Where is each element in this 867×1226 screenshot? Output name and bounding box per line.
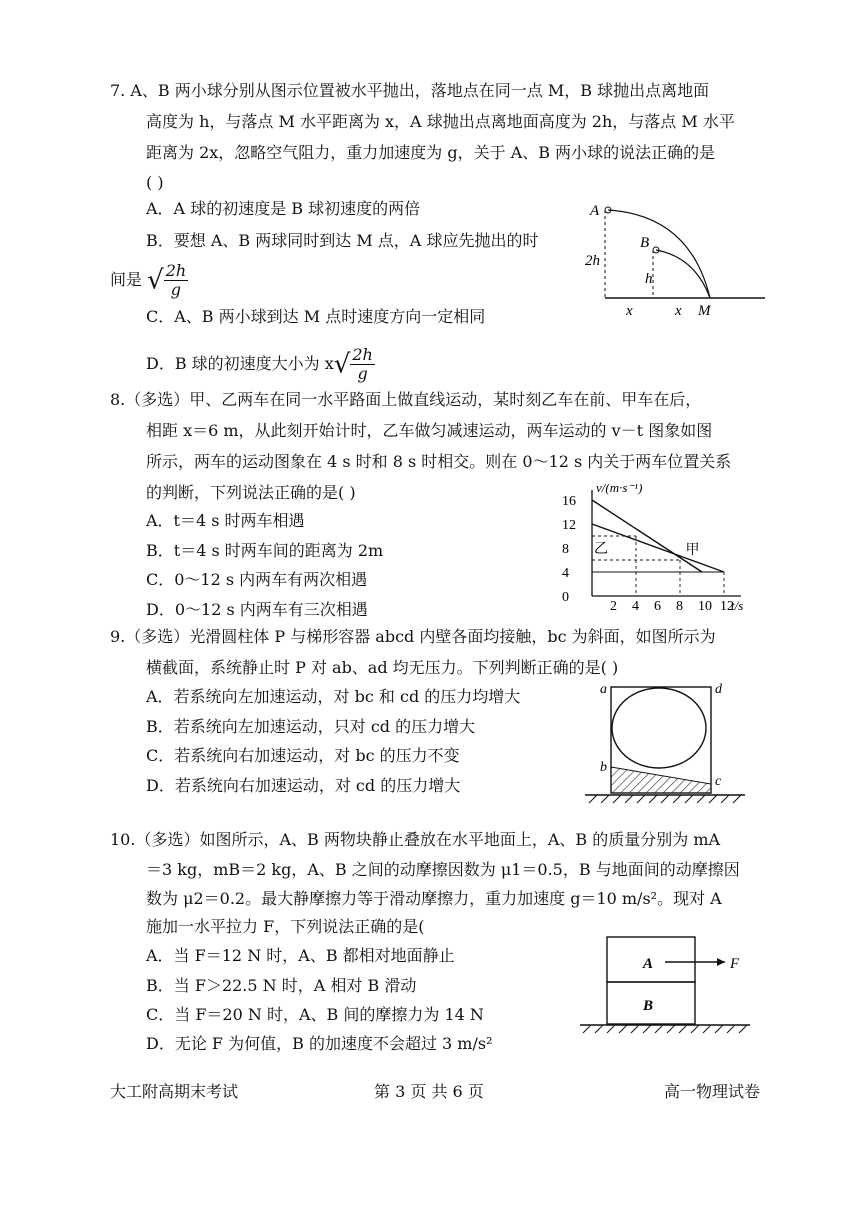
q8-stem-line2: 相距 x＝6 m，从此刻开始计时，乙车做匀减速运动，两车运动的 v－t 图象如图 <box>146 421 713 440</box>
series-line-yi <box>592 500 702 572</box>
x-tick-label: 6 <box>654 599 661 614</box>
x-tick-label: 10 <box>698 599 712 614</box>
fig-label-d: d <box>715 682 722 697</box>
q7-stem-line3: 距离为 2x，忽略空气阻力，重力加速度为 g，关于 A、B 两小球的说法正确的是 <box>146 143 716 162</box>
q10-stem-line2: ＝3 kg，mB＝2 kg，A、B 之间的动摩擦因数为 μ1＝0.5，B 与地面间的动摩擦因 <box>146 860 740 879</box>
fig-label-block-b: B <box>643 998 654 1014</box>
q8-option-c: C．0～12 s 内两车有两次相遇 <box>146 570 368 589</box>
q7-stem-line2: 高度为 h，与落点 M 水平距离为 x，A 球抛出点离地面高度为 2h，与落点 M 水平 <box>146 112 735 131</box>
q7-option-a: A．A 球的初速度是 B 球初速度的两倍 <box>146 199 421 218</box>
fig-label-a: a <box>600 682 607 697</box>
q7-option-d-text: D．B 球的初速度大小为 x <box>146 354 334 373</box>
fig-label-x1: x <box>626 303 633 319</box>
fig-label-x2: x <box>675 303 682 319</box>
x-tick-label: 8 <box>676 599 683 614</box>
y-axis-label: v/(m·s⁻¹) <box>596 484 643 495</box>
q8-option-d: D．0～12 s 内两车有三次相遇 <box>146 600 368 619</box>
fig-label-a: A <box>590 203 600 219</box>
fraction-denominator: g <box>170 280 182 299</box>
q8-stem-line4: 的判断，下列说法正确的是( ) <box>146 483 356 502</box>
x-axis-label: t/s <box>731 598 744 613</box>
x-tick-label: 4 <box>632 599 639 614</box>
q8-stem-line3: 所示，两车的运动图象在 4 s 时和 8 s 时相交。则在 0～12 s 内关于两车位置关系 <box>146 452 732 471</box>
q7-option-b-text: 间是 <box>110 270 143 289</box>
fig-label-2h: 2h <box>585 253 600 269</box>
q10-option-d: D．无论 F 为何值，B 的加速度不会超过 3 m/s² <box>146 1034 493 1053</box>
q7-option-c: C．A、B 两小球到达 M 点时速度方向一定相同 <box>146 307 486 326</box>
q8-vt-chart <box>560 484 765 614</box>
fraction-numerator: 2h <box>352 345 373 364</box>
q7-projectile-figure <box>580 195 770 320</box>
sqrt-symbol: √ <box>333 349 351 380</box>
q10-option-a: A．当 F＝12 N 时，A、B 都相对地面静止 <box>146 946 455 965</box>
q9-stem-line1: 9.（多选）光滑圆柱体 P 与梯形容器 abcd 内壁各面均接触，bc 为斜面，如图所示为 <box>110 627 716 646</box>
fig-label-m: M <box>698 303 711 319</box>
q7-d-fraction <box>350 346 374 383</box>
q10-option-c: C．当 F＝20 N 时，A、B 间的摩擦力为 14 N <box>146 1005 484 1024</box>
y-tick-label: 12 <box>562 518 576 533</box>
fraction-denominator: g <box>357 364 368 383</box>
q10-stem-line1: 10.（多选）如图所示，A、B 两物块静止叠放在水平地面上，A、B 的质量分别为 mA <box>110 830 721 849</box>
q7-answer-blank: ( ) <box>146 173 164 192</box>
q7-option-b-line2 <box>110 262 188 299</box>
q10-option-b: B．当 F＞22.5 N 时，A 相对 B 滑动 <box>146 976 417 995</box>
series-label-jia: 甲 <box>685 543 700 558</box>
y-tick-label: 16 <box>562 494 576 509</box>
q9-stem-line2: 横截面，系统静止时 P 对 ab、ad 均无压力。下列判断正确的是( ) <box>146 658 619 677</box>
fraction-numerator: 2h <box>165 261 187 280</box>
fig-label-block-a: A <box>643 956 654 972</box>
fig-label-c: c <box>715 774 722 789</box>
footer-right: 高一物理试卷 <box>664 1082 761 1101</box>
q10-blocks-figure <box>575 932 760 1040</box>
q10-stem-line4: 施加一水平拉力 F，下列说法正确的是( <box>146 917 425 936</box>
fig-label-h: h <box>645 271 653 287</box>
footer-page-number: 第 3 页 共 6 页 <box>374 1082 484 1101</box>
q8-option-b: B．t＝4 s 时两车间的距离为 2m <box>146 541 384 560</box>
q9-container-figure <box>575 677 755 805</box>
fig-label-force-f: F <box>730 956 740 972</box>
vt-chart-svg <box>560 484 765 614</box>
y-tick-label: 8 <box>562 542 569 557</box>
series-label-yi: 乙 <box>594 542 608 557</box>
q9-option-b: B．若系统向左加速运动，只对 cd 的压力增大 <box>146 717 476 736</box>
q9-option-a: A．若系统向左加速运动，对 bc 和 cd 的压力均增大 <box>146 687 521 706</box>
footer-left: 大工附高期末考试 <box>110 1082 239 1101</box>
q7-stem-line1: 7. A、B 两小球分别从图示位置被水平抛出，落地点在同一点 M，B 球抛出点离地面 <box>110 81 710 100</box>
fig-label-b: B <box>640 235 650 251</box>
q7-option-b-line1: B．要想 A、B 两球同时到达 M 点，A 球应先抛出的时 <box>146 231 539 250</box>
series-line-jia <box>592 524 724 572</box>
q9-option-d: D．若系统向右加速运动，对 cd 的压力增大 <box>146 776 461 795</box>
x-tick-label: 2 <box>610 599 617 614</box>
sqrt-symbol: √ <box>147 265 164 296</box>
q7-option-d <box>146 346 375 383</box>
q9-option-c: C．若系统向右加速运动，对 bc 的压力不变 <box>146 746 460 765</box>
q8-option-a: A．t＝4 s 时两车相遇 <box>146 511 305 530</box>
y-tick-label: 0 <box>562 590 569 605</box>
q7-b-fraction <box>164 262 188 299</box>
x-tick-label: 12 <box>720 599 734 614</box>
q10-stem-line3: 数为 μ2＝0.2。最大静摩擦力等于滑动摩擦力，重力加速度 g＝10 m/s²。现对 A <box>146 889 722 908</box>
y-tick-label: 4 <box>562 566 569 581</box>
fig-label-b: b <box>600 760 607 775</box>
q8-stem-line1: 8.（多选）甲、乙两车在同一水平路面上做直线运动，某时刻乙车在前、甲车在后， <box>110 390 702 409</box>
